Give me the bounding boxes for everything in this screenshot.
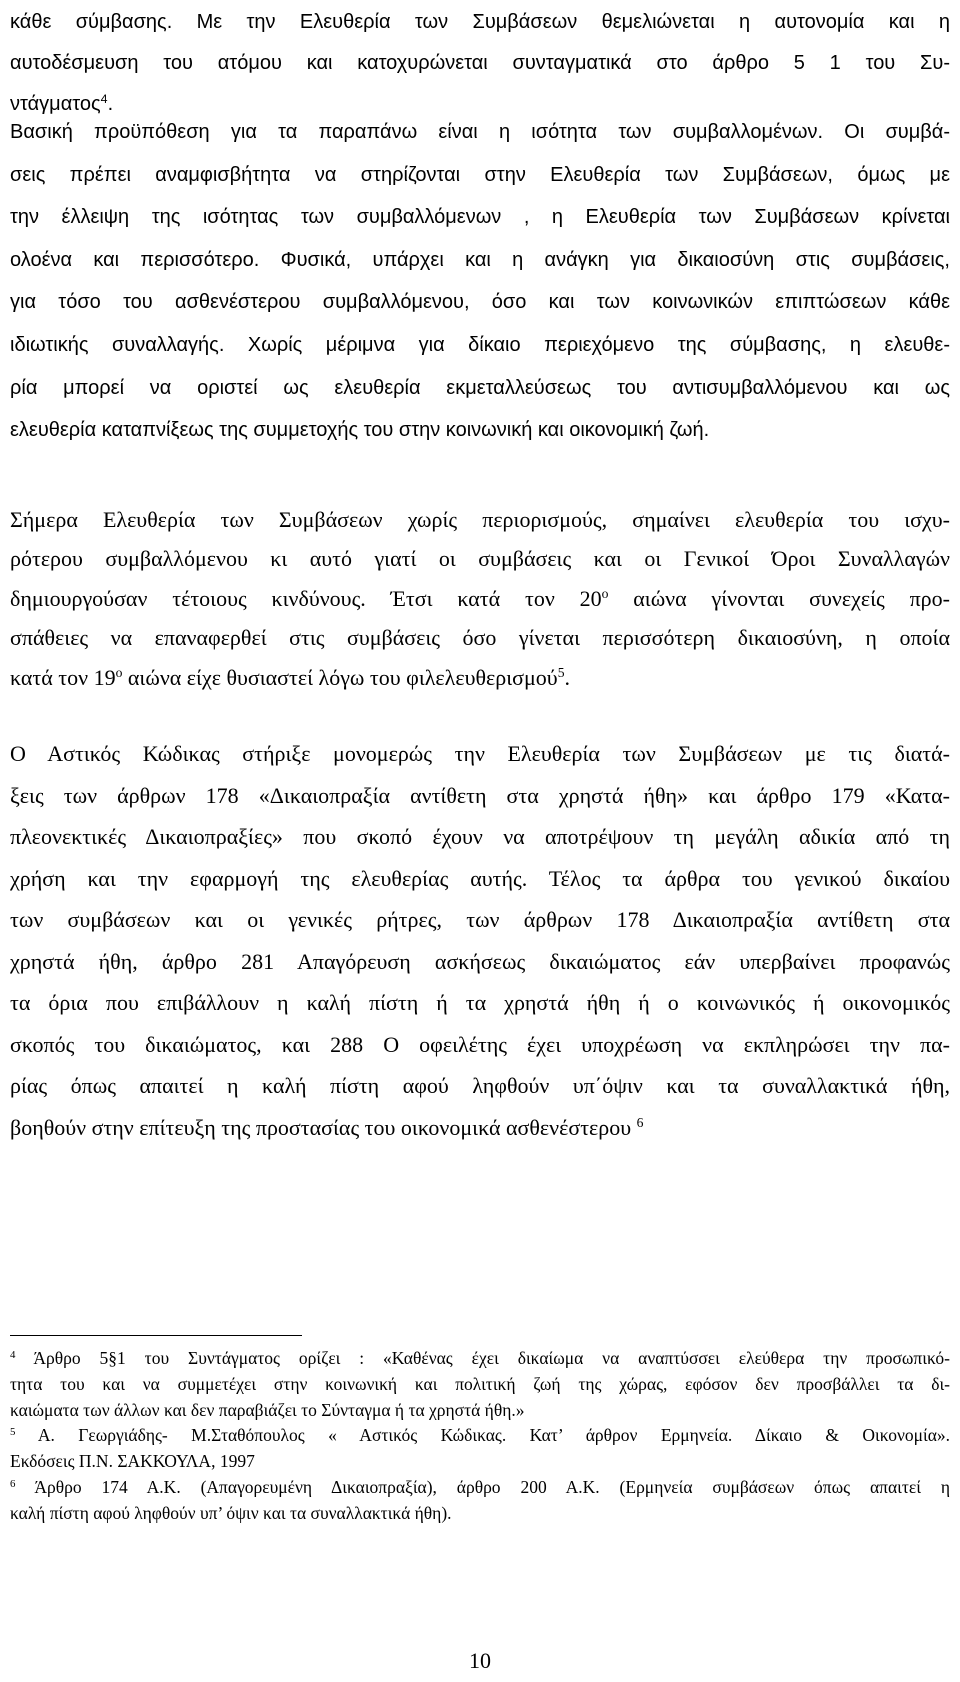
- text-line: ρίας όπως απαιτεί η καλή πίστη αφού ληφθούν υπ΄όψιν και τα συναλλακτικά ήθη,: [10, 1073, 950, 1098]
- text-line: ιδιωτικής συναλλαγής. Χωρίς μέριμνα για δίκαιο περιεχόμενο της σύμβασης, η ελευθε-: [10, 333, 950, 356]
- text-line: ξεις των άρθρων 178 «Δικαιοπραξία αντίθετη στα χρηστά ήθη» και άρθρο 179 «Κατα-: [10, 782, 950, 808]
- text-line: σεις πρέπει αναμφισβήτητα να στηρίζονται στην Ελευθερία των Συμβάσεων, όμως με: [10, 163, 950, 186]
- text-line: δημιουργούσαν τέτοιους κινδύνους. Έτσι κατά τον $20^o$ αιώνα γίνονται συνεχείς προ-: [10, 585, 950, 611]
- text-line: σπάθειες να επαναφερθεί στις συμβάσεις όσο γίνεται περισσότερη δικαιοσύνη, η οποία: [10, 625, 950, 651]
- footnote-line: Εκδόσεις Π.Ν. ΣΑΚΚΟΥΛΑ, 1997: [10, 1451, 255, 1471]
- paragraph-4: [10, 733, 950, 1148]
- ordinal-superscript: ο: [115, 665, 123, 681]
- footnote-5: [10, 1422, 950, 1474]
- text-line: πλεονεκτικές Δικαιοπραξίες» που σκοπό έχουν να αποτρέψουν τη μεγάλη αδικία από τη: [10, 824, 950, 849]
- text-line: Ο Αστικός Κώδικας στήριξε μονομερώς την Ελευθερία των Συμβάσεων με τις διατά-: [10, 741, 950, 766]
- text-line: την έλλειψη της ισότητας των συμβαλλόμενων , η Ελευθερία των Συμβάσεων κρίνεται: [10, 206, 950, 229]
- paragraph-1: [10, 2, 950, 125]
- paragraph-3: [10, 500, 950, 697]
- footnote-6: [10, 1474, 950, 1526]
- ordinal-superscript: ο: [601, 586, 609, 602]
- text-line: ρία μπορεί να οριστεί ως ελευθερία εκμεταλλεύσεως του αντισυμβαλλόμενου και ως: [10, 376, 950, 399]
- footnote-4: [10, 1345, 950, 1423]
- footnote-line: καλή πίστη αφού ληφθούν υπ’ όψιν και τα συναλλακτικά ήθη).: [10, 1503, 452, 1523]
- text-line: χρηστά ήθη, άρθρο 281 Απαγόρευση ασκήσεως δικαιώματος εάν υπερβαίνει προφανώς: [10, 948, 950, 974]
- text-line: των συμβάσεων και οι γενικές ρήτρες, των άρθρων 178 Δικαιοπραξία αντίθετη στα: [10, 907, 950, 932]
- footnote-line: $^4$ Άρθρο 5§1 του Συντάγματος ορίζει : «Καθένας έχει δικαίωμα να αναπτύσσει ελεύθερα την προσωπικό-: [10, 1348, 950, 1368]
- text-line: χρήση και την εφαρμογή της ελευθερίας αυτής. Τέλος τα άρθρα του γενικού δικαίου: [10, 865, 950, 891]
- text-line: αυτοδέσμευση του ατόμου και κατοχυρώνεται συνταγματικά στο άρθρο 5 1 του Συ-: [10, 52, 950, 74]
- text-line: τα όρια που επιβάλλουν η καλή πίστη ή τα χρηστά ήθη ή ο κοινωνικός ή οικονομικός: [10, 990, 950, 1015]
- text-line: ντάγματος$^4$.: [10, 92, 114, 115]
- text-line: κατά τον $19^o$ αιώνα είχε θυσιαστεί λόγω του φιλελευθερισμού$^5$.: [10, 664, 570, 690]
- footnote-ref-6: 6: [636, 1115, 644, 1130]
- text-line: Βασική προϋπόθεση για τα παραπάνω είναι η ισότητα των συμβαλλομένων. Οι συμβά-: [10, 121, 950, 143]
- footnote-separator: [10, 1335, 302, 1336]
- paragraph-2: [10, 111, 950, 452]
- text-line: για τόσο του ασθενέστερου συμβαλλόμενου, όσο και των κοινωνικών επιπτώσεων κάθε: [10, 291, 950, 314]
- footnote-number: 5: [10, 1426, 16, 1439]
- text-line: σκοπός του δικαιώματος, και 288 Ο οφειλέτης έχει υποχρέωση να εκπληρώσει την πα-: [10, 1031, 950, 1057]
- text-line: ρότερου συμβαλλόμενου κι αυτό γιατί οι συμβάσεις και οι Γενικοί Όροι Συναλλαγών: [10, 546, 950, 572]
- footnote-number: 6: [10, 1478, 16, 1491]
- text-line: κάθε σύμβασης. Με την Ελευθερία των Συμβάσεων θεμελιώνεται η αυτονομία και η: [10, 11, 950, 33]
- footnote-line: τητα του και να συμμετέχει στην κοινωνική και πολιτική ζωή της χώρας, εφόσον δεν προσβάλλει τα δι-: [10, 1374, 950, 1394]
- text-line: Σήμερα Ελευθερία των Συμβάσεων χωρίς περιορισμούς, σημαίνει ελευθερία του ισχυ-: [10, 507, 950, 532]
- footnote-line: καιώματα των άλλων και δεν παραβιάζει το Σύνταγμα ή τα χρηστά ήθη.»: [10, 1400, 525, 1420]
- page-number: 10: [469, 1648, 491, 1673]
- footnote-ref-4: 4: [100, 92, 108, 107]
- footnote-ref-5: 5: [557, 665, 565, 681]
- text-line: βοηθούν στην επίτευξη της προστασίας του οικονομικά ασθενέστερου $^6$: [10, 1114, 644, 1140]
- text-line: ελευθερία καταπνίξεως της συμμετοχής του στην κοινωνική και οικονομική ζωή.: [10, 419, 710, 442]
- footnote-line: $^6$ Άρθρο 174 Α.Κ. (Απαγορευμένη Δικαιοπραξία), άρθρο 200 Α.Κ. (Ερμηνεία συμβάσεων όπως απαιτεί η: [10, 1477, 950, 1497]
- text-line: ολοένα και περισσότερο. Φυσικά, υπάρχει και η ανάγκη για δικαιοσύνη στις συμβάσεις,: [10, 248, 950, 271]
- footnote-number: 4: [10, 1349, 16, 1362]
- footnote-line: $^5$ Α. Γεωργιάδης- Μ.Σταθόπουλος « Αστικός Κώδικας. Κατ’ άρθρον Ερμηνεία. Δίκαιο & Οικονομία».: [10, 1425, 950, 1445]
